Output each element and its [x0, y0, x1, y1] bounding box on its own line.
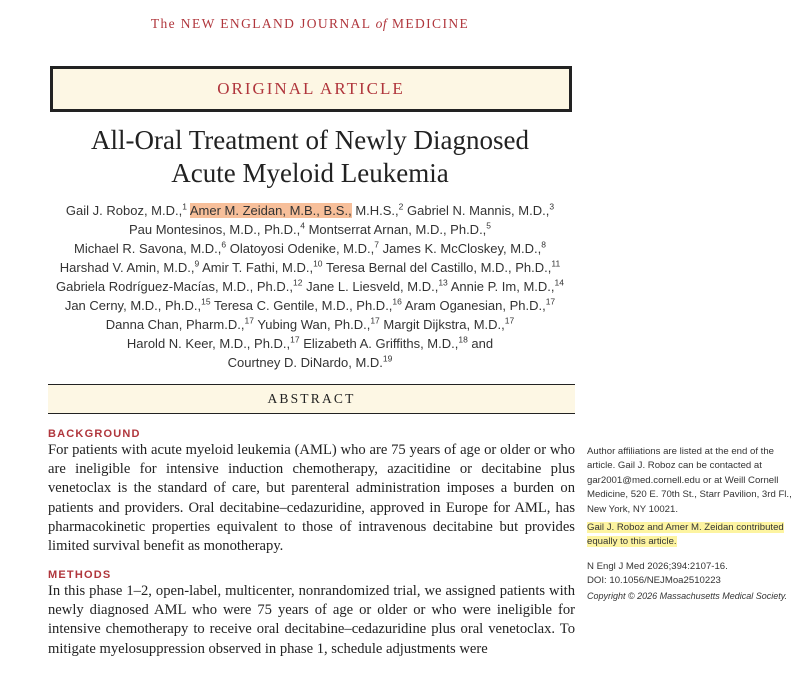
author-affiliation-mark: 17 — [504, 315, 515, 326]
author-line — [30, 353, 590, 372]
author-line — [30, 239, 590, 258]
title-line-2: Acute Myeloid Leukemia — [171, 158, 449, 188]
author-name: Annie P. Im, M.D., — [450, 279, 555, 294]
author-affiliation-mark: 4 — [300, 220, 305, 231]
citation-block — [587, 560, 792, 603]
author-name: Danna Chan, Pharm.D., — [105, 317, 245, 332]
author-line — [30, 296, 590, 315]
methods-heading: METHODS — [48, 569, 112, 581]
copyright: Copyright © 2026 Massachusetts Medical Society. — [587, 590, 788, 601]
author-affiliations-note: Author affiliations are listed at the end of the article. Gail J. Roboz can be contacted at gar2001@med.cornell.edu or at Weill Cornell Medicine, 520 E. 70th St., Starr Pavilion, 3rd Fl., New York, NY 10021. — [587, 446, 792, 515]
author-name: Jan Cerny, M.D., Ph.D., — [64, 298, 202, 313]
author-affiliation-mark: 17 — [545, 296, 556, 307]
author-name: Teresa C. Gentile, M.D., Ph.D., — [213, 298, 393, 313]
author-affiliation-mark: 6 — [221, 239, 227, 250]
author-name: Olatoyosi Odenike, M.D., — [229, 241, 375, 256]
background-heading: BACKGROUND — [48, 428, 141, 440]
author-name: Teresa Bernal del Castillo, M.D., Ph.D., — [325, 260, 552, 275]
author-name: Courtney D. DiNardo, M.D. — [227, 355, 383, 370]
author-affiliation-mark: 7 — [374, 239, 379, 250]
author-affiliation-mark: 9 — [194, 258, 200, 269]
author-name: Harold N. Keer, M.D., Ph.D., — [126, 336, 291, 351]
journal-name-part3: MEDICINE — [387, 16, 470, 31]
author-affiliation-mark: 10 — [313, 258, 323, 269]
author-degree: M.H.S., — [351, 203, 399, 218]
author-affiliation-mark: 1 — [182, 201, 187, 212]
author-affiliation-mark: 2 — [398, 201, 404, 212]
author-name-highlighted: Amer M. Zeidan, M.B., B.S., — [189, 203, 352, 218]
author-name: Margit Dijkstra, M.D., — [383, 317, 505, 332]
author-affiliation-mark: 17 — [290, 334, 300, 345]
author-affiliation-mark: 16 — [392, 296, 402, 307]
author-affiliation-mark: 13 — [438, 277, 448, 288]
author-name: Gabriela Rodríguez-Macías, M.D., Ph.D., — [56, 279, 293, 294]
author-name: Elizabeth A. Griffiths, M.D., — [303, 336, 459, 351]
journal-masthead — [0, 16, 620, 32]
author-affiliation-mark: 11 — [551, 258, 561, 269]
author-line — [30, 201, 590, 220]
citation: N Engl J Med 2026;394:2107-16. — [587, 561, 728, 572]
author-affiliation-mark: 8 — [541, 239, 547, 250]
journal-name-part1: The NEW ENGLAND JOURNAL — [150, 16, 376, 31]
author-name: Yubing Wan, Ph.D., — [257, 317, 371, 332]
methods-text: In this phase 1–2, open-label, multicenter, nonrandomized trial, we assigned patients with newly diagnosed AML who were 75 years of age or older or who were ineligible for intensive chemotherapy to receive oral decitabine–cedazuridine plus oral venetoclax. To mitigate myelosuppression observed in phase 1, schedule adjustments were — [48, 583, 575, 657]
author-list — [30, 201, 590, 372]
article-type-box — [50, 66, 572, 112]
title-line-1: All-Oral Treatment of Newly Diagnosed — [91, 125, 529, 155]
author-line — [30, 334, 590, 353]
author-line — [30, 315, 590, 334]
author-affiliation-mark: 17 — [370, 315, 380, 326]
equal-contribution-note — [587, 521, 792, 550]
author-affiliation-mark: 19 — [382, 353, 393, 364]
author-affiliation-mark: 18 — [458, 334, 468, 345]
author-name: Pau Montesinos, M.D., Ph.D., — [128, 222, 301, 237]
doi: DOI: 10.1056/NEJMoa2510223 — [587, 575, 721, 587]
author-name: Jane L. Liesveld, M.D., — [306, 279, 439, 294]
author-conjunction: and — [467, 336, 494, 351]
author-affiliation-mark: 3 — [549, 201, 555, 212]
author-name: James K. McCloskey, M.D., — [382, 241, 542, 256]
author-line — [30, 220, 590, 239]
article-title — [30, 124, 590, 190]
author-affiliation-mark: 12 — [293, 277, 303, 288]
background-text: For patients with acute myeloid leukemia (AML) who are 75 years of age or older or who are ineligible for intensive induction chemotherapy, azacitidine or decitabine plus venetoclax is the standard of care, but parenteral administration imposes a burden on patients and providers. Oral decitabine–cedazuridine, approved in Europe for AML, has pharmacokinetic properties equivalent to those of intravenous decitabine but provides limited survival benefit as monotherapy. — [48, 442, 575, 555]
author-affiliation-mark: 5 — [486, 220, 492, 231]
author-name: Montserrat Arnan, M.D., Ph.D., — [308, 222, 487, 237]
author-affiliation-mark: 15 — [201, 296, 211, 307]
abstract-label: ABSTRACT — [267, 391, 356, 406]
author-line — [30, 277, 590, 296]
author-name: Gabriel N. Mannis, M.D., — [407, 203, 550, 218]
abstract-header-bar — [48, 384, 575, 414]
author-name: Aram Oganesian, Ph.D., — [404, 298, 546, 313]
author-name: Gail J. Roboz, M.D., — [65, 203, 183, 218]
author-line — [30, 258, 590, 277]
equal-contribution-text: Gail J. Roboz and Amer M. Zeidan contributed equally to this article. — [587, 522, 784, 548]
author-name: Amir T. Fathi, M.D., — [202, 260, 314, 275]
author-affiliation-mark: 17 — [244, 315, 254, 326]
journal-name-of: of — [375, 16, 388, 31]
article-type-label: ORIGINAL ARTICLE — [217, 79, 405, 98]
author-affiliation-mark: 14 — [554, 277, 564, 288]
author-name: Harshad V. Amin, M.D., — [59, 260, 195, 275]
author-name: Michael R. Savona, M.D., — [73, 241, 222, 256]
